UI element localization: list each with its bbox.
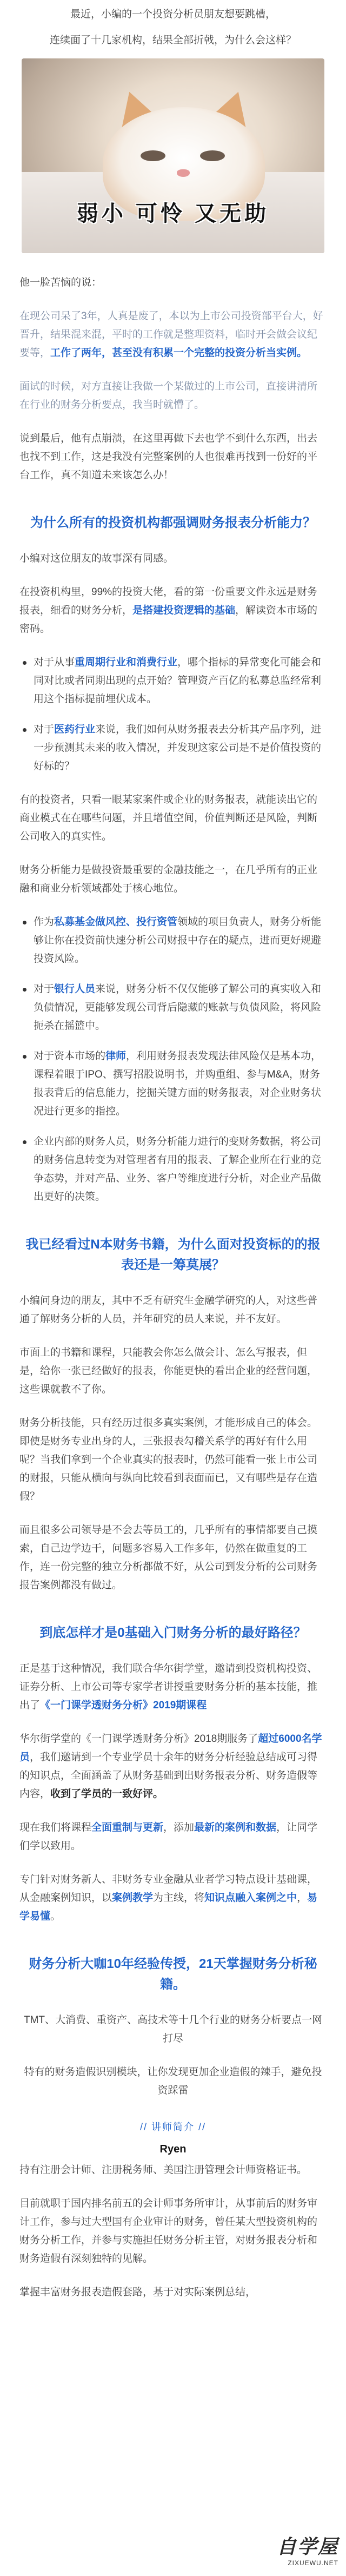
b4-a: 对于 xyxy=(34,983,55,995)
s1-p1: 小编对这位朋友的故事深有同感。 xyxy=(19,553,174,564)
cat-eye-left xyxy=(141,150,165,161)
cat-nose xyxy=(177,169,190,177)
s3-p3 xyxy=(19,1819,327,1855)
story-p1: 他一脸苦恼的说： xyxy=(19,277,102,288)
section-title-why-financial-analysis: 为什么所有的投资机构都强调财务报表分析能力？ xyxy=(30,516,316,530)
speaker-p2: 目前就职于国内排名前五的会计师事务所审计，从事前后的财务审计工作，参与过大型国有企业审计的财务，曾任某大型投资机构的财务分析工作，并参与实施担任财务分析主管，对财务报表分析和财务造假有深刻独特的见解。 xyxy=(19,2198,318,2264)
s1-p2 xyxy=(19,583,327,638)
s1-p2-c: ，解读资本市场的密码。 xyxy=(19,605,318,635)
s3-p4-g: 。 xyxy=(50,1911,61,1922)
story-p2-text: 在现公司呆了3年，人真是废了，本以为上市公司投资部平台大，好晋升，结果混来混，平时的工作就是整理资料，临时开会做会议纪要等， xyxy=(19,311,323,359)
deco-left: // xyxy=(139,2122,151,2132)
bullet-internal-finance: 企业内部的财务人员，财务分析能力进行的变财务数据，将公司的财务信息转变为对管理者有用的报表、了解企业所在行业的竞争态势，并对产品、业务、客户等维度进行分析，对企业产品做出更好的决策。 xyxy=(19,1133,327,1206)
watermark-sub: ZIXUEWU.NET xyxy=(288,2559,338,2567)
story-p3: 面试的时候，对方直接让我做一个某做过的上市公司，直接讲清所在行业的财务分析要点，我当时就懵了。 xyxy=(19,381,318,411)
b3-a: 作为 xyxy=(34,916,55,928)
story-p2-highlight: 工作了两年，甚至没有积累一个完整的投资分析当实例。 xyxy=(50,347,308,359)
s1-p2-highlight: 是搭建投资逻辑的基础 xyxy=(132,605,236,616)
b3-highlight: 私募基金做风控、投行资管 xyxy=(54,916,178,928)
meme-caption: 弱小 可怜 又无助 xyxy=(76,202,270,226)
s3-p2-a: 华尔街学堂的《一门课学透财务分析》2018期服务了 xyxy=(19,1733,258,1745)
s3-course-name: 《一门课学透财务分析》2019期课程 xyxy=(40,1700,207,1711)
kitten-meme-image xyxy=(22,58,324,253)
s3-p4 xyxy=(19,1871,327,1926)
s3-p2-students: 超过6000名学员 xyxy=(19,1733,322,1763)
s3-p2-d: 收到了学员的一致好评。 xyxy=(50,1788,164,1800)
s3-p4-b: 案例教学 xyxy=(112,1892,154,1904)
s3-p4-f: 易学易懂 xyxy=(19,1892,318,1922)
b3-c: 领域的项目负责人，财务分析能够让你在投资前快速分析公司财报中存在的疑点，进而更好规避投资风险。 xyxy=(34,916,322,965)
s3-p2 xyxy=(19,1730,327,1804)
intro xyxy=(19,0,327,50)
b2-highlight: 医药行业 xyxy=(54,724,96,735)
section-title-expert: 财务分析大咖10年经验传授，21天掌握财务分析秘籍。 xyxy=(29,1957,317,1992)
bullet-lawyer xyxy=(19,1047,327,1121)
story-p4: 说到最后，他有点崩溃，在这里再做下去也学不到什么东西，出去也找不到工作，这是我没有完整案例的人也很难再找到一份好的平台工作，真不知道未来该怎么办！ xyxy=(19,433,318,481)
b1-c: ，哪个指标的异常变化可能会和同对比或者同期出现的点开始？管理资产百亿的私募总监经常利用这个指标提前埋伏成本。 xyxy=(34,657,322,705)
b1-a: 对于从事 xyxy=(34,657,75,668)
intro-line-1: 最近，小编的一个投资分析员朋友想要跳槽， xyxy=(70,9,276,20)
bullet-private-equity xyxy=(19,913,327,968)
b5-a: 对于资本市场的 xyxy=(34,1051,106,1062)
s3-p4-c: 为主线，将 xyxy=(153,1892,205,1904)
s3-p3-a: 现在我们将课程 xyxy=(19,1822,92,1833)
s3-p3-b: 全面重制与更新 xyxy=(91,1822,164,1833)
s4-p1: TMT、大消费、重资产、高技术等十几个行业的财务分析要点一网打尽 xyxy=(23,2014,323,2044)
deco-right: // xyxy=(195,2122,207,2132)
b4-c: 来说，财务分析不仅仅能够了解公司的真实收入和负债情况，更能够发现公司背后隐藏的账款与负债风险，将风险扼杀在摇篮中。 xyxy=(34,983,322,1032)
s1-bullets-b xyxy=(19,913,327,1206)
b2-c: 来说，我们如何从财务报表去分析其产品序列，进一步预测其未来的收入情况，并发现这家公司是不是价值投资的好标的？ xyxy=(34,724,322,772)
s1-p4: 财务分析能力是做投资最重要的金融技能之一，在几乎所有的正业融和商业分析领域都处于核心地位。 xyxy=(19,864,318,894)
s3-p4-a: 专门针对财务新人、非财务专业金融从业者学习特点设计基础课，从金融案例知识，以 xyxy=(19,1874,318,1904)
watermark-main: 自学屋 xyxy=(276,2535,338,2558)
bullet-bank-staff xyxy=(19,980,327,1035)
s3-p3-e: ，让同学们学以致用。 xyxy=(19,1822,318,1852)
speaker-header xyxy=(19,2119,327,2134)
b2-a: 对于 xyxy=(34,724,55,735)
s3-p1 xyxy=(19,1660,327,1715)
s3-p1-a: 正是基于这种情况，我们联合华尔街学堂，邀请到投资机构投资、证券分析、上市公司等专家学者讲授重要财务分析的基本技能，推出了 xyxy=(19,1663,318,1711)
b5-c: ，利用财务报表发现法律风险仅是基本功，课程着眼于IPO、撰写招股说明书，并购重组、参与M&A，财务报表背后的信息能力，挖掘关键方面的财务报表，对企业财务状况进行更多的指控。 xyxy=(34,1051,322,1117)
story-p2 xyxy=(19,307,327,362)
b5-highlight: 律师 xyxy=(105,1051,127,1062)
s4-p2: 特有的财务造假识别模块，让你发现更加企业造假的辣手，避免投资踩雷 xyxy=(24,2066,322,2096)
section-title-books-not-enough: 我已经看过N本财务书籍，为什么面对投资标的的报表还是一筹莫展？ xyxy=(25,1237,321,1272)
section-title-best-path: 到底怎样才是0基础入门财务分析的最好路径？ xyxy=(39,1626,307,1640)
speaker-p3: 掌握丰富财务报表造假套路，基于对实际案例总结， xyxy=(19,2287,256,2298)
s1-bullets-a xyxy=(19,653,327,776)
bullet-pharma xyxy=(19,721,327,776)
speaker-p1: 持有注册会计师、注册税务师、美国注册管理会计师资格证书。 xyxy=(19,2164,308,2176)
s1-p2-a: 在投资机构里，99%的投资大佬，看的第一份重要文件永远是财务报表，细看的财务分析， xyxy=(19,586,318,616)
s2-p2: 市面上的书籍和课程，只能教会你怎么做会计、怎么写报表，但是，给你一张已经做好的报表，你能更快的看出企业的经营问题，这些课就教不了你。 xyxy=(19,1347,318,1395)
speaker-name: Ryen xyxy=(159,2143,187,2155)
site-watermark xyxy=(257,2532,338,2567)
speaker-header-label: 讲师简介 xyxy=(151,2122,195,2132)
s3-p4-e: ， xyxy=(297,1892,308,1904)
s3-p2-c: ，我们邀请到一个专业学员十余年的财务分析经验总结成可习得的知识点，全面涵盖了从财务基础到出财务报表分析、财务造假等内容， xyxy=(19,1752,318,1800)
intro-line-2: 连续面了十几家机构，结果全部折戟，为什么会这样？ xyxy=(49,35,296,46)
b1-highlight: 重周期行业和消费行业 xyxy=(75,657,178,668)
bullet-cyclical-consumer xyxy=(19,653,327,709)
s3-p3-c: ，添加 xyxy=(163,1822,195,1833)
s1-p3: 有的投资者，只看一眼某家案件或企业的财务报表，就能读出它的商业模式在在哪些问题，并且增值空间，价值判断还是风险，判断公司收入的真实性。 xyxy=(19,794,318,842)
s3-p3-d: 最新的案例和数据 xyxy=(194,1822,277,1833)
b4-highlight: 银行人员 xyxy=(54,983,96,995)
s3-p4-d: 知识点融入案例之中 xyxy=(204,1892,297,1904)
cat-eye-right xyxy=(200,150,225,161)
s2-p3: 财务分析技能，只有经历过很多真实案例，才能形成自己的体会。即使是财务专业出身的人，三张报表勾稽关系学的再好有什么用呢？当我们拿到一个企业真实的报表时，仍然可能看一张上市公司的财报，只能从横向与纵向比较看到表面而已，又有哪些是存在造假？ xyxy=(19,1417,318,1502)
s2-p4: 而且很多公司领导是不会去等员工的，几乎所有的事情都要自己摸索，自己边学边干，问题多容易入工作多年，仍然在做重复的工作，连一份完整的独立分析都做不好，从公司到发分析的公司财务报告案例都没有做过。 xyxy=(19,1524,318,1591)
s2-p1: 小编问身边的朋友，其中不乏有研究生金融学研究的人，对这些普通了解财务分析的人员，并年研究的员人来说，并不友好。 xyxy=(19,1295,318,1325)
